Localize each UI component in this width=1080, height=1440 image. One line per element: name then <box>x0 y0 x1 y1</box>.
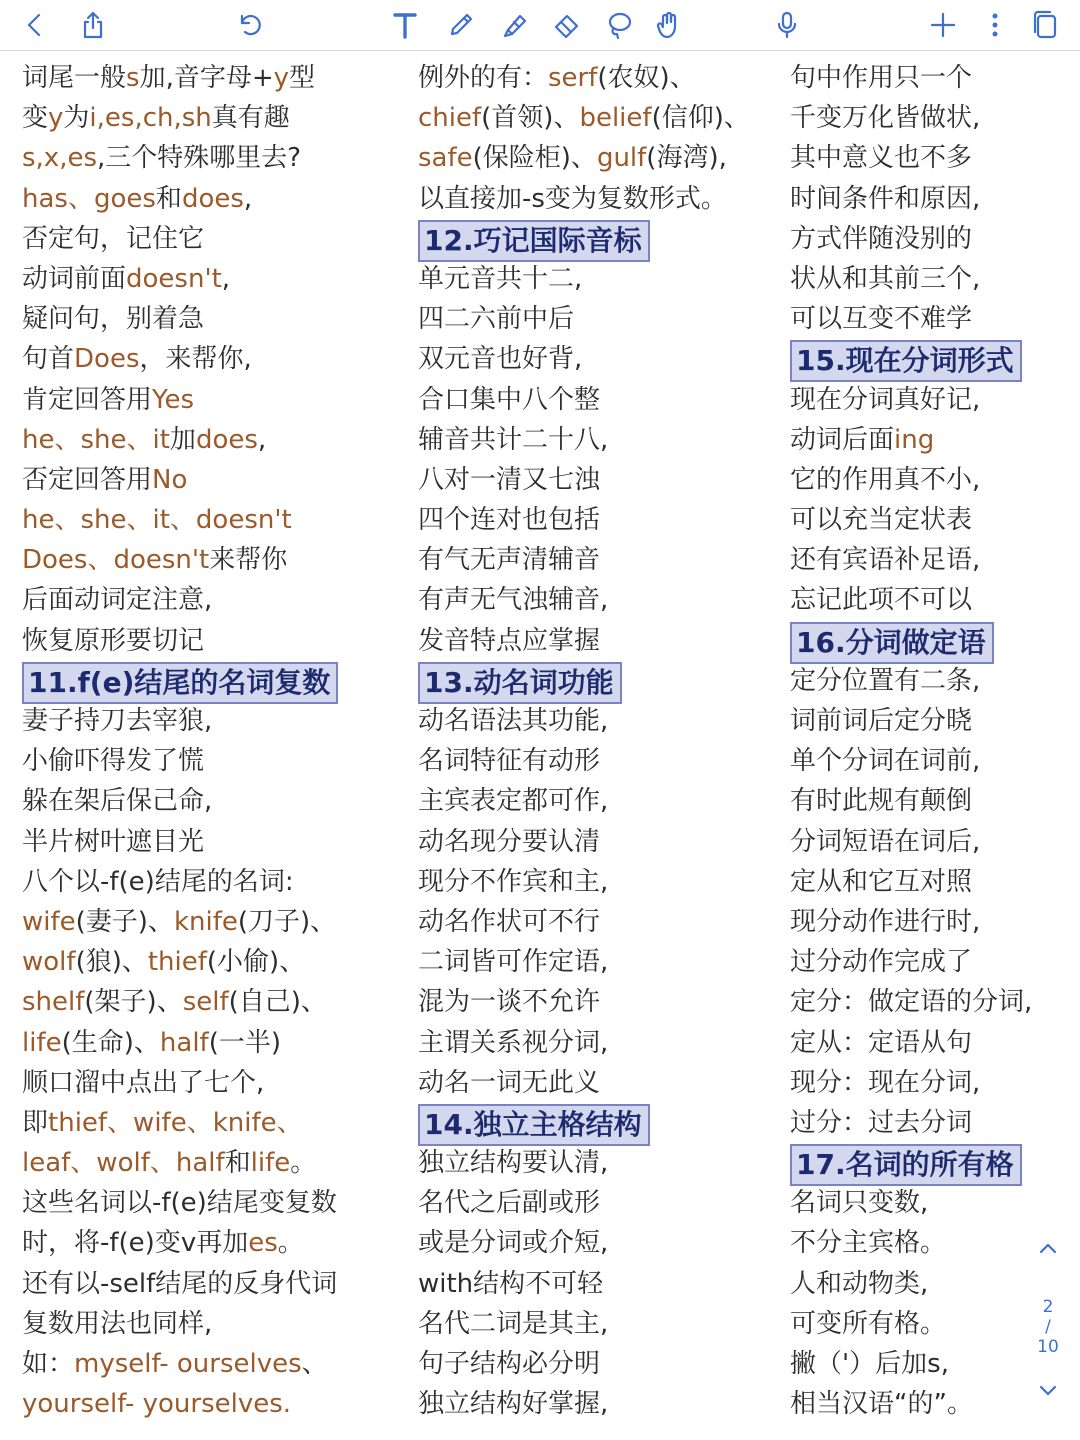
note-line <box>22 420 392 460</box>
english-text: has、goes <box>22 183 156 214</box>
chinese-text: 词前词后定分晓 <box>790 706 973 736</box>
chinese-text: 现分：现在分词, <box>790 1067 981 1098</box>
page-separator: / <box>1045 1317 1051 1337</box>
english-text: thief <box>147 947 207 978</box>
english-text: myself- ourselves <box>74 1349 302 1379</box>
english-text: ing <box>894 424 935 455</box>
english-text: yourself- yourselves. <box>22 1389 292 1420</box>
chinese-text: 肯定回答用 <box>22 384 153 415</box>
english-text: life <box>250 1148 291 1179</box>
section-heading <box>418 661 778 701</box>
section-heading-label: 15.现在分词形式 <box>790 340 1022 382</box>
chinese-text: 即 <box>22 1107 49 1138</box>
chinese-text: 独立结构要认清, <box>418 1148 609 1179</box>
chinese-text: 还有宾语补足语, <box>790 545 981 576</box>
chinese-text: 分词短语在词后, <box>790 826 981 857</box>
chinese-text: 。 <box>277 1228 304 1259</box>
chinese-text: 二词皆可作定语, <box>418 947 609 978</box>
note-line <box>22 781 392 821</box>
english-text: leaf、wolf、half <box>22 1148 225 1179</box>
chinese-text: 发音特点应掌握 <box>418 625 601 656</box>
note-line <box>22 1344 392 1384</box>
note-line <box>418 420 778 460</box>
note-line <box>22 1103 392 1143</box>
note-line <box>790 1023 1070 1063</box>
note-line <box>418 902 778 942</box>
chinese-text: 双元音也好背, <box>418 344 583 375</box>
chinese-text: 恢复原形要切记 <box>22 625 205 656</box>
chinese-text: (自己)、 <box>228 987 327 1018</box>
english-text: i,es,ch,sh <box>89 103 212 134</box>
note-line <box>418 299 778 339</box>
note-line <box>790 98 1070 138</box>
note-line <box>418 138 778 178</box>
chinese-text: 为 <box>63 103 90 134</box>
chinese-text: 这些名词以-f(e)结尾变复数 <box>22 1188 337 1219</box>
english-text: wolf <box>22 947 76 978</box>
chinese-text: 单元音共十二, <box>418 263 583 294</box>
chinese-text: 否定回答用 <box>22 464 153 495</box>
note-line <box>790 580 1070 620</box>
chinese-text: 、 <box>301 1349 328 1379</box>
note-line <box>22 1063 392 1103</box>
chinese-text: 不分主宾格。 <box>790 1228 947 1259</box>
note-line <box>22 862 392 902</box>
english-text: self <box>182 987 229 1018</box>
chinese-text: 它的作用真不小, <box>790 464 981 495</box>
note-line <box>418 1143 778 1183</box>
note-line <box>418 98 778 138</box>
note-line <box>22 741 392 781</box>
chinese-text: 现在分词真好记, <box>790 384 981 415</box>
text-tool-icon[interactable] <box>384 4 426 46</box>
note-line <box>790 781 1070 821</box>
note-line <box>418 339 778 379</box>
chinese-text: 过分：过去分词 <box>790 1107 973 1138</box>
note-line <box>22 942 392 982</box>
section-heading-label: 12.巧记国际音标 <box>418 220 650 262</box>
chinese-text: 忘记此项不可以 <box>790 585 973 616</box>
chinese-text: 合口集中八个整 <box>418 384 601 415</box>
note-line <box>790 942 1070 982</box>
chinese-text: 其中意义也不多 <box>790 143 973 174</box>
note-line <box>22 1223 392 1263</box>
chinese-text: 型 <box>289 63 316 93</box>
chinese-text: 现分动作进行时, <box>790 906 981 937</box>
note-line <box>790 661 1070 701</box>
top-toolbar <box>0 0 1080 51</box>
note-line <box>790 500 1070 540</box>
chinese-text: 动名语法其功能, <box>418 706 609 736</box>
chinese-text: (小偷)、 <box>206 947 306 978</box>
chinese-text: (架子)、 <box>84 987 183 1018</box>
chinese-text: 句子结构必分明 <box>418 1349 601 1379</box>
chinese-text: 可变所有格。 <box>790 1308 947 1339</box>
note-line <box>418 1023 778 1063</box>
english-text: s <box>126 63 140 93</box>
chinese-text: 八个以-f(e)结尾的名词: <box>22 866 294 897</box>
note-line <box>790 902 1070 942</box>
chinese-text: 有气无声清辅音 <box>418 545 601 576</box>
english-text: thief、wife、knife、 <box>48 1107 303 1138</box>
chinese-text: 句首 <box>22 344 75 375</box>
note-line <box>418 380 778 420</box>
chinese-text: (狼)、 <box>75 947 148 978</box>
current-page: 2 <box>1042 1297 1054 1317</box>
eraser-icon[interactable] <box>546 4 588 46</box>
chinese-text: 混为一谈不允许 <box>418 987 601 1018</box>
chinese-text: (农奴)、 <box>597 63 696 93</box>
section-heading-label: 16.分词做定语 <box>790 622 994 664</box>
chinese-text: 定分位置有二条, <box>790 665 981 696</box>
chinese-text: (首领)、 <box>481 103 580 134</box>
chinese-text: ,三个特殊哪里去? <box>97 143 302 174</box>
chinese-text: 变 <box>22 103 49 134</box>
english-text: Does、doesn't <box>22 545 210 576</box>
note-line <box>22 1183 392 1223</box>
chinese-text: 真有趣 <box>211 103 290 134</box>
note-line <box>22 98 392 138</box>
note-line <box>22 500 392 540</box>
english-text: does <box>195 424 258 455</box>
note-line <box>418 942 778 982</box>
section-heading <box>790 1143 1070 1183</box>
note-line <box>22 339 392 379</box>
chinese-text: 独立结构好掌握, <box>418 1389 609 1420</box>
note-line <box>790 219 1070 259</box>
chinese-text: (刀子)、 <box>237 906 337 937</box>
chinese-text: 名词特征有动形 <box>418 746 601 777</box>
chinese-text: 千变万化皆做状, <box>790 103 981 134</box>
note-line <box>418 259 778 299</box>
note-line <box>418 1183 778 1223</box>
chinese-text: 可以充当定状表 <box>790 505 973 536</box>
note-line <box>418 1063 778 1103</box>
section-heading-label: 11.f(e)结尾的名词复数 <box>22 662 338 704</box>
total-pages: 10 <box>1037 1337 1059 1357</box>
page-down-chevron-icon[interactable] <box>1028 1379 1068 1406</box>
notes-column-2 <box>418 58 778 1424</box>
note-line <box>418 500 778 540</box>
english-text: es <box>248 1228 278 1259</box>
chinese-text: , <box>221 263 231 294</box>
plus-icon[interactable] <box>922 4 964 46</box>
chinese-text: 动名一词无此义 <box>418 1067 601 1098</box>
chinese-text: 和 <box>155 183 182 214</box>
chinese-text: (保险柜)、 <box>472 143 597 174</box>
chinese-text: 过分动作完成了 <box>790 947 973 978</box>
chinese-text: 动名现分要认清 <box>418 826 601 857</box>
note-line <box>790 380 1070 420</box>
note-line <box>790 1063 1070 1103</box>
note-line <box>22 1384 392 1424</box>
section-heading <box>790 621 1070 661</box>
note-line <box>418 1344 778 1384</box>
notes-column-1 <box>22 58 392 1424</box>
note-line <box>22 460 392 500</box>
note-line <box>22 380 392 420</box>
chinese-text: 人和动物类, <box>790 1268 929 1299</box>
note-line <box>790 982 1070 1022</box>
chinese-text: 时间条件和原因, <box>790 183 981 214</box>
english-text: he、she、it <box>22 424 170 455</box>
back-chevron-icon[interactable] <box>14 4 56 46</box>
note-line <box>22 259 392 299</box>
chinese-text: 名词只变数, <box>790 1188 929 1219</box>
share-icon[interactable] <box>72 4 114 46</box>
note-line <box>22 138 392 178</box>
chinese-text: 或是分词或介短, <box>418 1228 609 1259</box>
chinese-text: 躲在架后保己命, <box>22 786 213 817</box>
note-line <box>22 58 392 98</box>
chinese-text: 小偷吓得发了慌 <box>22 746 205 777</box>
chinese-text: 主谓关系视分词, <box>418 1027 609 1058</box>
chinese-text: 顺口溜中点出了七个, <box>22 1067 265 1098</box>
chinese-text: 后面动词定注意, <box>22 585 213 616</box>
chinese-text: 名代之后副或形 <box>418 1188 601 1219</box>
english-text: chief <box>418 103 482 134</box>
note-line <box>22 219 392 259</box>
chinese-text: (海湾), <box>646 143 727 174</box>
chinese-text: 动词前面 <box>22 263 127 294</box>
chinese-text: 复数用法也同样, <box>22 1308 213 1339</box>
note-line <box>418 982 778 1022</box>
note-line <box>790 1103 1070 1143</box>
chinese-text: 句中作用只一个 <box>790 63 973 93</box>
note-line <box>790 420 1070 460</box>
note-line <box>22 701 392 741</box>
chinese-text: 还有以-self结尾的反身代词 <box>22 1268 338 1299</box>
note-line <box>22 1264 392 1304</box>
section-heading-label: 17.名词的所有格 <box>790 1144 1022 1186</box>
english-text: wife <box>22 906 76 937</box>
note-line <box>22 621 392 661</box>
chinese-text: 加,音字母+ <box>139 63 274 93</box>
chinese-text: 。 <box>290 1148 317 1179</box>
english-text: safe <box>418 143 473 174</box>
chinese-text: 定分：做定语的分词, <box>790 987 1033 1018</box>
english-text: Does <box>74 344 140 375</box>
note-line <box>418 540 778 580</box>
section-heading <box>22 661 392 701</box>
chinese-text: 现分不作宾和主, <box>418 866 609 897</box>
english-text: does <box>181 183 244 214</box>
english-text: y <box>48 103 64 134</box>
chinese-text: 词尾一般 <box>22 63 127 93</box>
english-text: half <box>159 1027 209 1058</box>
note-line <box>790 862 1070 902</box>
notes-column-3 <box>790 58 1070 1424</box>
chinese-text: 有时此规有颠倒 <box>790 786 973 817</box>
english-text: belief <box>579 103 652 134</box>
chinese-text: 妻子持刀去宰狼, <box>22 706 213 736</box>
chinese-text: 撇（'）后加s, <box>790 1349 949 1379</box>
note-line <box>22 982 392 1022</box>
pen-icon[interactable] <box>440 4 482 46</box>
english-text: life <box>22 1027 62 1058</box>
chinese-text: 单个分词在词前, <box>790 746 981 777</box>
microphone-icon[interactable] <box>766 4 808 46</box>
chinese-text: 定从和它互对照 <box>790 866 973 897</box>
note-line <box>790 741 1070 781</box>
note-line <box>22 179 392 219</box>
chinese-text: 名代二词是其主, <box>418 1308 609 1339</box>
chinese-text: 如： <box>22 1349 75 1379</box>
undo-icon[interactable] <box>228 4 270 46</box>
english-text: y <box>273 63 290 93</box>
chinese-text: 四二六前中后 <box>418 304 575 335</box>
note-line <box>22 540 392 580</box>
note-line <box>418 179 778 219</box>
chinese-text: 可以互变不难学 <box>790 304 973 335</box>
note-line <box>22 580 392 620</box>
chinese-text: 定从：定语从句 <box>790 1027 973 1058</box>
note-line <box>790 179 1070 219</box>
page-up-chevron-icon[interactable] <box>1028 1238 1068 1265</box>
chinese-text: 动名作状可不行 <box>418 906 601 937</box>
chinese-text: 动词后面 <box>790 424 895 455</box>
chinese-text: 主宾表定都可作, <box>418 786 609 817</box>
chinese-text: (妻子)、 <box>75 906 174 937</box>
chinese-text: 疑问句，别着急 <box>22 304 205 335</box>
chinese-text: 来帮你 <box>209 545 288 576</box>
note-line <box>418 1223 778 1263</box>
note-line <box>418 1384 778 1424</box>
chinese-text: , <box>257 424 267 455</box>
chinese-text: 否定句，记住它 <box>22 223 205 254</box>
note-line <box>790 822 1070 862</box>
english-text: Yes <box>152 384 194 415</box>
chinese-text: 方式伴随没别的 <box>790 223 973 254</box>
more-vertical-icon[interactable] <box>974 4 1016 46</box>
note-line <box>418 822 778 862</box>
english-text: he、she、it、doesn't <box>22 505 292 536</box>
english-text: doesn't <box>126 263 222 294</box>
chinese-text: 相当汉语“的”。 <box>790 1389 973 1420</box>
chinese-text: 有声无气浊辅音, <box>418 585 609 616</box>
chinese-text: 以直接加-s变为复数形式。 <box>418 183 727 214</box>
english-text: knife <box>173 906 238 937</box>
chinese-text: 状从和其前三个, <box>790 263 981 294</box>
note-line <box>418 621 778 661</box>
note-line <box>22 1304 392 1344</box>
note-line <box>790 460 1070 500</box>
chinese-text: with结构不可轻 <box>418 1268 604 1299</box>
lasso-icon[interactable] <box>598 4 640 46</box>
highlighter-icon[interactable] <box>494 4 536 46</box>
english-text: shelf <box>22 987 85 1018</box>
chinese-text: ，来帮你, <box>139 344 252 375</box>
english-text: No <box>152 464 188 495</box>
pages-icon[interactable] <box>1024 4 1066 46</box>
note-line <box>418 741 778 781</box>
chinese-text: 加 <box>169 424 196 455</box>
note-line <box>418 701 778 741</box>
hand-tool-icon[interactable] <box>648 4 690 46</box>
section-heading <box>418 219 778 259</box>
note-line <box>790 138 1070 178</box>
note-line <box>418 58 778 98</box>
page-navigator <box>1028 1238 1068 1408</box>
chinese-text: 例外的有： <box>418 63 549 93</box>
chinese-text: (一半) <box>208 1027 281 1058</box>
chinese-text: 半片树叶遮目光 <box>22 826 205 857</box>
note-line <box>22 902 392 942</box>
chinese-text: 和 <box>224 1148 251 1179</box>
note-line <box>790 58 1070 98</box>
chinese-text: 四个连对也包括 <box>418 505 601 536</box>
note-line <box>790 540 1070 580</box>
section-heading-label: 14.独立主格结构 <box>418 1104 650 1146</box>
chinese-text: (信仰)、 <box>651 103 750 134</box>
english-text: gulf <box>596 143 647 174</box>
section-heading-label: 13.动名词功能 <box>418 662 622 704</box>
chinese-text: 辅音共计二十八, <box>418 424 609 455</box>
note-line <box>22 1023 392 1063</box>
note-line <box>418 781 778 821</box>
note-line <box>22 822 392 862</box>
english-text: s,x,es <box>22 143 98 174</box>
section-heading <box>418 1103 778 1143</box>
chinese-text: 八对一清又七浊 <box>418 464 601 495</box>
note-line <box>22 1143 392 1183</box>
note-line <box>790 701 1070 741</box>
note-line <box>418 862 778 902</box>
chinese-text: , <box>243 183 253 214</box>
chinese-text: 时，将-f(e)变v再加 <box>22 1228 249 1259</box>
note-line <box>22 299 392 339</box>
note-line <box>418 1264 778 1304</box>
chinese-text: (生命)、 <box>61 1027 160 1058</box>
section-heading <box>790 339 1070 379</box>
note-line <box>418 460 778 500</box>
note-line <box>790 259 1070 299</box>
note-line <box>790 299 1070 339</box>
note-line <box>418 1304 778 1344</box>
note-line <box>418 580 778 620</box>
note-line <box>790 1183 1070 1223</box>
english-text: serf <box>548 63 598 93</box>
